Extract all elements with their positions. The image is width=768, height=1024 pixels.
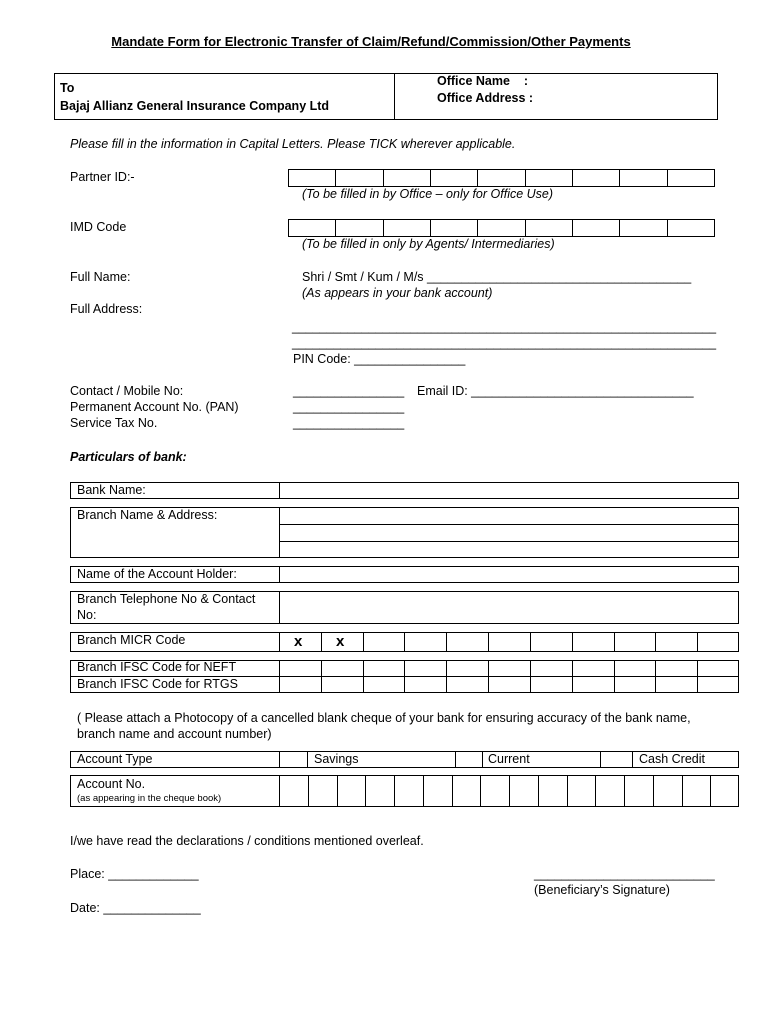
address-line-2[interactable]: _____________________________________________________________ [292,336,717,350]
declaration-text: I/we have read the declarations / conditions mentioned overleaf. [70,834,424,848]
micr-label: Branch MICR Code [77,633,186,647]
savings-label: Savings [314,752,359,766]
date-field[interactable]: Date: ______________ [70,901,201,915]
account-no-label: Account No. [77,777,146,791]
micr-mark-1: x [294,633,303,650]
partner-id-boxes[interactable] [288,169,715,187]
savings-checkbox[interactable] [280,752,307,767]
current-checkbox[interactable] [456,752,482,767]
cash-credit-label: Cash Credit [639,752,705,766]
account-no-note: (as appearing in the cheque book) [77,793,222,804]
company-name: Bajaj Allianz General Insurance Company Ltd [60,99,330,113]
bank-name-input[interactable] [280,483,738,498]
pin-code-field[interactable]: PIN Code: ________________ [293,352,466,366]
addressee-divider [394,73,395,120]
partner-id-label: Partner ID:- [70,170,135,184]
branch-phone-input[interactable] [280,592,738,623]
branch-address-input[interactable] [280,508,738,557]
cash-credit-checkbox[interactable] [601,752,632,767]
full-name-label: Full Name: [70,270,131,284]
mobile-field[interactable]: ________________ [293,384,405,398]
account-no-boxes[interactable] [279,775,739,807]
account-type-label: Account Type [77,752,153,766]
ifsc-neft-boxes[interactable] [279,660,739,676]
address-line-1[interactable]: _____________________________________________________________ [292,320,717,334]
ifsc-rtgs-label: Branch IFSC Code for RTGS [77,677,238,691]
account-holder-label: Name of the Account Holder: [77,567,237,581]
bank-section-heading: Particulars of bank: [70,450,187,464]
full-name-field[interactable]: Shri / Smt / Kum / M/s ______________________________________ [302,270,692,284]
place-field[interactable]: Place: _____________ [70,867,199,881]
branch-address-label: Branch Name & Address: [77,508,218,522]
signature-line[interactable]: __________________________ [534,867,715,881]
ifsc-rtgs-boxes[interactable] [279,677,739,693]
full-address-label: Full Address: [70,302,143,316]
service-tax-label: Service Tax No. [70,416,158,430]
signature-label: (Beneficiary’s Signature) [534,883,670,897]
bank-name-label: Bank Name: [77,483,146,497]
imd-code-note: (To be filled in only by Agents/ Intermediaries) [302,237,555,251]
to-label: To [60,81,75,95]
ifsc-neft-label: Branch IFSC Code for NEFT [77,660,237,674]
current-label: Current [488,752,530,766]
full-name-note: (As appears in your bank account) [302,286,493,300]
branch-phone-label-2: No: [77,608,97,622]
mobile-label: Contact / Mobile No: [70,384,184,398]
office-name-label: Office Name : [437,74,528,88]
partner-id-note: (To be filled in by Office – only for Office Use) [302,187,554,201]
micr-mark-2: x [336,633,345,650]
service-tax-field[interactable]: ________________ [293,416,405,430]
micr-boxes[interactable] [279,632,739,652]
page-title: Mandate Form for Electronic Transfer of Claim/Refund/Commission/Other Payments [111,34,631,49]
office-address-label: Office Address : [437,91,534,105]
imd-code-label: IMD Code [70,220,127,234]
account-holder-input[interactable] [280,567,738,582]
email-field[interactable]: Email ID: ________________________________ [417,384,694,398]
pan-label: Permanent Account No. (PAN) [70,400,239,414]
cheque-note-line-2: branch name and account number) [77,727,272,741]
instruction-text: Please fill in the information in Capital Letters. Please TICK wherever applicable. [70,137,516,151]
imd-code-boxes[interactable] [288,219,715,237]
cheque-note-line-1: ( Please attach a Photocopy of a cancelled blank cheque of your bank for ensuring accuracy of the bank name, [77,711,691,725]
pan-field[interactable]: ________________ [293,400,405,414]
branch-phone-label: Branch Telephone No & Contact [77,592,256,606]
